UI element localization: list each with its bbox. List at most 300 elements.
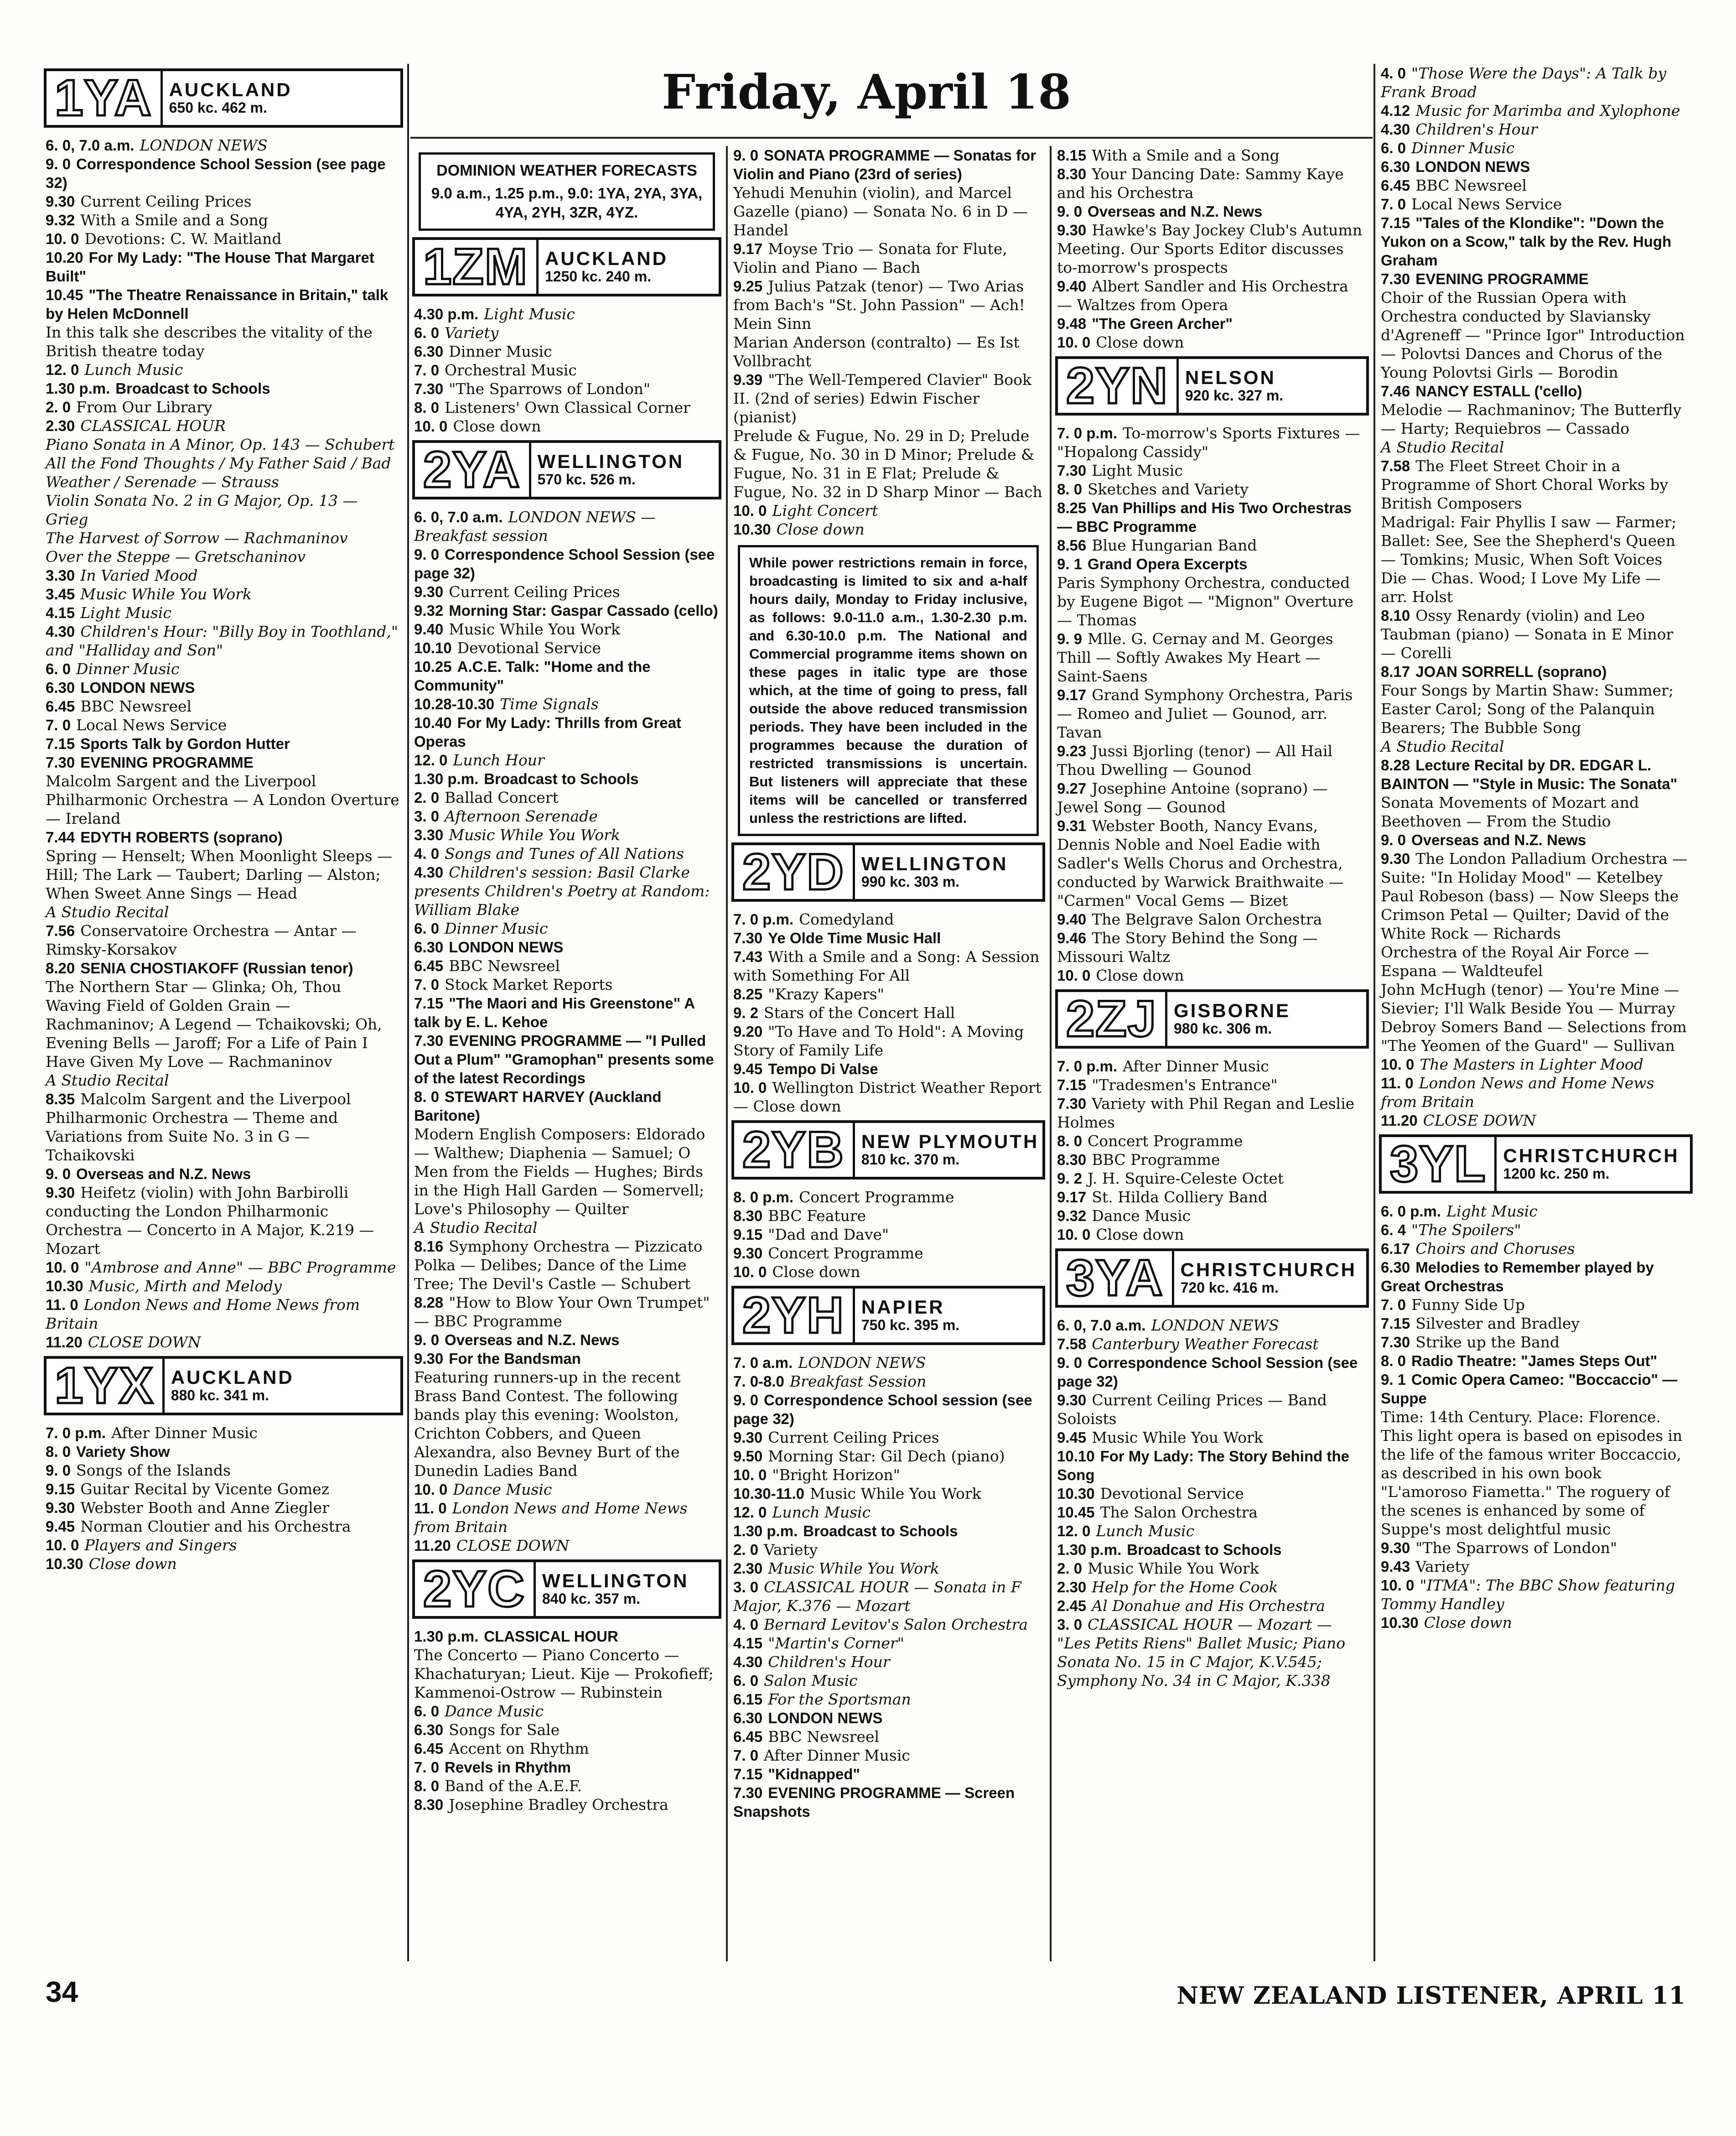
programme-entry <box>733 1225 1043 1244</box>
programme-entry <box>733 1709 1043 1727</box>
entry-time: 3. 0 <box>414 808 440 825</box>
entry-text: LONDON NEWS <box>140 136 268 154</box>
station-city: WELLINGTON <box>542 1570 689 1592</box>
entry-time: 6.30 <box>414 1721 444 1738</box>
entry-time: 6.30 <box>414 939 444 956</box>
entry-time: 9.30 <box>1381 850 1410 867</box>
entry-time: 10. 0 <box>46 1537 79 1554</box>
programme-entry <box>1057 929 1367 966</box>
column-4 <box>1052 146 1372 1985</box>
programme-entry <box>1057 1316 1367 1335</box>
programme-entry <box>46 1258 401 1277</box>
entry-time: 9.39 <box>733 371 763 388</box>
programme-entry <box>733 985 1043 1003</box>
entry-time: 10. 0 <box>1381 1577 1415 1594</box>
entry-time: 7.15 <box>1381 1315 1410 1332</box>
programme-entry <box>46 136 401 155</box>
programme-entry <box>46 977 401 1071</box>
programme-entry <box>1057 1559 1367 1578</box>
entry-text: CLOSE DOWN <box>1423 1112 1536 1129</box>
programme-entry <box>1381 1055 1691 1074</box>
entry-time: 8.20 <box>46 960 75 977</box>
programme-entry <box>1057 1522 1367 1540</box>
entry-time: 7.15 <box>46 735 75 752</box>
programme-entry <box>46 959 401 977</box>
notice-text: While power restrictions remain in force, broadcasting is limited to six and a-half hours daily, Monday to Friday inclusive, as follows: 9.0-11.0 a.m., 1.30-2.30 p.m. and 6.30-10.0 p.m. The National and Commercial programme items shown on these pages in italic type are those which, at the time of going to press, fall outside the above reduced transmission periods. They have been included in the programmes because the duration of restricted transmissions is uncertain. But listeners will appreciate that these items will be cancelled or transferred unless the restrictions are lifted. <box>749 555 1027 826</box>
entry-time: 6. 0, 7.0 a.m. <box>46 137 135 154</box>
programme-entry <box>1057 1578 1367 1596</box>
programme-entry <box>414 379 720 398</box>
entry-text: LONDON NEWS <box>798 1354 926 1372</box>
programme-entry <box>1381 382 1691 400</box>
entry-text: London News and Home News from Britain <box>1381 1074 1654 1111</box>
programme-entry <box>733 1003 1043 1022</box>
programme-entry <box>414 582 720 601</box>
entry-text: Variety <box>764 1541 818 1559</box>
entry-text: Ossy Renardy (violin) and Leo Taubman (piano) — Sonata in E Minor — Corelli <box>1381 607 1674 662</box>
entry-text: Malcolm Sargent and the Liverpool Philharmonic Orchestra — A London Overture — Ireland <box>46 772 399 827</box>
programme-entry <box>46 585 401 603</box>
programme-entry <box>1381 980 1691 1018</box>
entry-time: 10. 0 <box>414 418 448 435</box>
station-city: NELSON <box>1185 367 1276 389</box>
entry-text: For the Sportsman <box>768 1690 911 1708</box>
entry-time: 8.30 <box>1057 1151 1087 1168</box>
entry-text: Correspondence School Session (see page 32) <box>414 546 715 582</box>
entry-text: Salon Music <box>764 1672 858 1689</box>
entry-text: The Belgrave Salon Orchestra <box>1092 910 1322 928</box>
programme-entry <box>733 1765 1043 1783</box>
entry-time: 10.10 <box>414 639 452 656</box>
entry-time: 9.45 <box>1057 1429 1087 1446</box>
entry-text: Norman Cloutier and his Orchestra <box>80 1518 351 1535</box>
entry-text: A Studio Recital <box>46 1071 169 1089</box>
entry-time: 7.30 <box>414 1032 444 1049</box>
entry-text: Music While You Work <box>1092 1429 1263 1446</box>
entry-text: Variety <box>445 324 499 342</box>
entry-time: 4.30 p.m. <box>414 306 479 322</box>
programme-entry <box>1381 887 1691 943</box>
programme-entry <box>46 547 401 566</box>
entry-time: 9.46 <box>1057 930 1087 946</box>
entry-text: "The Maori and His Greenstone" A talk by E. L. Kehoe <box>414 995 694 1030</box>
programme-entry <box>414 844 720 863</box>
programme-entry <box>1381 1333 1691 1351</box>
programme-entry <box>1057 1447 1367 1484</box>
entry-text: Close down <box>772 1263 860 1281</box>
programme-entry <box>1381 513 1691 606</box>
station-callsign: 2YN <box>1066 357 1168 414</box>
programme-entry <box>414 1237 720 1293</box>
programme-entry <box>1057 165 1367 202</box>
programme-entry <box>414 1349 720 1368</box>
entry-text: After Dinner Music <box>764 1746 910 1764</box>
entry-text: Bernard Levitov's Salon Orchestra <box>764 1616 1028 1633</box>
entry-time: 6.30 <box>1381 158 1410 175</box>
programme-entry <box>414 713 720 751</box>
programme-entry <box>46 323 401 360</box>
station-info <box>1176 359 1366 413</box>
entry-time: 9. 2 <box>733 1004 759 1021</box>
entry-text: Dinner Music <box>449 343 552 360</box>
station-logo <box>1379 1134 1693 1194</box>
station-logo <box>412 440 721 499</box>
entry-text: Julius Patzak (tenor) — Two Arias from Bach's "St. John Passion" — Ach! Mein Sinn <box>733 277 1025 333</box>
station-info <box>161 71 400 125</box>
entry-text: "How to Blow Your Own Trumpet" — BBC Programme <box>414 1294 710 1330</box>
entry-text: BBC Newsreel <box>768 1728 880 1746</box>
entry-text: Light Music <box>1446 1202 1538 1220</box>
programme-entry <box>46 753 401 772</box>
entry-text: Radio Theatre: "James Steps Out" <box>1411 1352 1658 1369</box>
programme-entry <box>414 323 720 342</box>
entry-text: Close down <box>776 520 865 538</box>
programme-entry <box>1057 1169 1367 1188</box>
entry-text: "Krazy Kapers" <box>768 985 884 1003</box>
programme-entry <box>1381 681 1691 737</box>
station-logo <box>731 842 1045 902</box>
entry-time: 7. 0-8.0 <box>733 1373 784 1390</box>
programme-entry <box>46 1517 401 1536</box>
entry-text: Overseas and N.Z. News <box>1411 832 1586 848</box>
entry-time: 9.31 <box>1057 817 1087 834</box>
entry-time: 9. 0 <box>414 546 440 563</box>
entry-time: 12. 0 <box>1057 1523 1091 1539</box>
programme-entry <box>733 277 1043 333</box>
entry-time: 7.43 <box>733 948 763 965</box>
entry-time: 7.15 <box>414 995 444 1012</box>
entry-text: Music While You Work <box>449 620 620 638</box>
entry-text: In this talk she describes the vitality of the British theatre today <box>46 323 373 360</box>
entry-text: Current Ceiling Prices — Band Soloists <box>1057 1391 1327 1428</box>
programme-entry <box>414 1368 720 1480</box>
entry-text: Light Music <box>80 604 171 622</box>
entry-time: 8. 0 <box>414 1088 440 1105</box>
entry-time: 10. 0 <box>414 1481 448 1498</box>
station-info <box>853 1289 1042 1342</box>
entry-text: "Martin's Corner" <box>768 1634 904 1652</box>
entry-text: Josephine Bradley Orchestra <box>449 1796 668 1814</box>
programme-entry <box>46 734 401 753</box>
programme-entry <box>46 416 401 435</box>
entry-time: 9. 0 <box>1057 203 1083 220</box>
entry-time: 6.17 <box>1381 1240 1410 1257</box>
programme-entry <box>733 1206 1043 1225</box>
entry-time: 8.30 <box>414 1796 444 1813</box>
entry-text: For My Lady: "The House That Margaret Built" <box>46 249 374 285</box>
entry-text: "The Theatre Renaissance in Britain," talk by Helen McDonnell <box>46 286 389 322</box>
programme-entry <box>1057 461 1367 480</box>
entry-text: Correspondence School Session (see page 32) <box>1057 1354 1358 1390</box>
station-frequency: 1200 kc. 250 m. <box>1503 1165 1610 1182</box>
station-city: NAPIER <box>861 1296 945 1318</box>
programme-entry <box>46 1554 401 1573</box>
entry-text: Concert Programme <box>799 1188 954 1206</box>
entry-text: "Kidnapped" <box>768 1766 860 1783</box>
entry-time: 9.30 <box>46 1184 75 1201</box>
programme-entry <box>1381 662 1691 681</box>
weather-forecast-box <box>419 152 715 231</box>
entry-time: 6.45 <box>414 957 444 974</box>
programme-entry <box>414 601 720 620</box>
page-title: Friday, April 18 <box>662 64 1071 120</box>
programme-entry <box>1381 176 1691 195</box>
entry-text: Close down <box>1096 333 1184 351</box>
entry-time: 6. 0 <box>733 1672 759 1689</box>
programme-entry <box>1057 1391 1367 1428</box>
entry-time: 10. 0 <box>733 1263 767 1280</box>
entry-text: Concert Programme <box>768 1244 923 1262</box>
entry-time: 7.15 <box>1057 1076 1087 1093</box>
entry-time: 11. 0 <box>414 1500 447 1517</box>
entry-text: Choir of the Russian Opera with Orchestra conducted by Slaviansky d'Agreneff — "Prince Igor" Introduction — Polovtsi Dances and Chorus of the Young Polovtsi Girls — Borodin <box>1381 289 1685 381</box>
entry-text: The Harvest of Sorrow — Rachmaninov <box>46 529 348 547</box>
programme-entry <box>46 1183 401 1258</box>
entry-time: 9.43 <box>1381 1558 1410 1575</box>
entry-time: 7.46 <box>1381 383 1410 400</box>
programme-entry <box>46 1333 401 1351</box>
entry-text: Music for Marimba and Xylophone <box>1415 102 1680 120</box>
entry-time: 1.30 p.m. <box>46 380 110 397</box>
station-callsign: 3YL <box>1390 1135 1487 1192</box>
station-info <box>853 845 1042 899</box>
entry-time: 7. 0 p.m. <box>1057 425 1118 442</box>
station-city: CHRISTCHURCH <box>1180 1259 1357 1281</box>
programme-entry <box>1057 1540 1367 1559</box>
entry-text: Time: 14th Century. Place: Florence. This light opera is based on episodes in the life of the famous writer Boccaccio, as described in his own book "L'amoroso Fiametta." The roguery of the scenes is enhanced by some of Suppe's most delightful music <box>1381 1408 1683 1538</box>
entry-time: 9. 0 <box>46 1462 71 1479</box>
column-2 <box>409 146 724 1985</box>
programme-entry <box>733 1466 1043 1484</box>
station-callsign: 2YH <box>742 1287 845 1344</box>
entry-time: 6. 0 <box>414 1703 440 1720</box>
programme-entry <box>1381 1613 1691 1632</box>
entry-text: CLOSE DOWN <box>88 1333 201 1351</box>
entry-time: 7.58 <box>1381 457 1410 474</box>
programme-entry <box>1057 555 1367 573</box>
entry-text: Yehudi Menuhin (violin), and Marcel Gazelle (piano) — Sonata No. 6 in D — Handel <box>733 184 1028 239</box>
entry-text: Sonata Movements of Mozart and Beethoven — From the Studio <box>1381 794 1639 830</box>
station-frequency: 1250 kc. 240 m. <box>545 268 652 285</box>
power-restrictions-notice <box>738 545 1039 836</box>
programme-entry <box>1381 64 1691 101</box>
entry-text: Symphony Orchestra — Pizzicato Polka — Delibes; Dance of the Lime Tree; The Devil's Castle — Schubert <box>414 1237 703 1293</box>
entry-time: 10. 0 <box>1057 1226 1091 1243</box>
entry-text: Music While You Work <box>809 1485 981 1502</box>
programme-entry <box>733 1671 1043 1690</box>
entry-time: 10.30 <box>46 1278 83 1294</box>
entry-text: A Studio Recital <box>414 1219 538 1237</box>
programme-entry <box>414 620 720 639</box>
station-info <box>529 443 719 497</box>
entry-time: 8.28 <box>414 1294 444 1311</box>
programme-entry <box>1057 1150 1367 1169</box>
entry-text: Morning Star: Gaspar Cassado (cello) <box>449 602 718 619</box>
entry-text: Over the Steppe — Gretschaninov <box>46 548 306 566</box>
programme-entry <box>414 788 720 807</box>
entry-time: 10.30-11.0 <box>733 1485 804 1502</box>
masthead-rule <box>410 137 1373 139</box>
station-frequency: 650 kc. 462 m. <box>169 99 267 116</box>
programme-entry <box>1381 1314 1691 1333</box>
entry-time: 9.15 <box>733 1226 763 1243</box>
entry-time: 2. 0 <box>414 789 440 806</box>
station-callsign: 1YA <box>55 69 152 126</box>
station-info <box>1172 1251 1366 1305</box>
entry-time: 9.48 <box>1057 315 1087 332</box>
programme-entry <box>46 828 401 847</box>
programme-entry <box>1381 101 1691 120</box>
entry-time: 4.30 <box>414 864 444 881</box>
station-frequency: 980 kc. 306 m. <box>1174 1020 1272 1037</box>
entry-text: BBC Newsreel <box>1415 177 1527 194</box>
programme-entry <box>46 1461 401 1480</box>
programme-entry <box>733 1447 1043 1466</box>
programme-entry <box>1057 1225 1367 1244</box>
entry-time: 6.45 <box>733 1728 763 1745</box>
entry-text: JOAN SORRELL (soprano) <box>1415 663 1607 680</box>
station-callsign: 2YB <box>742 1121 845 1178</box>
station-callsign: 1YX <box>55 1357 154 1414</box>
entry-time: 12. 0 <box>414 752 448 769</box>
entry-text: Music While You Work <box>80 585 252 603</box>
entry-time: 6. 0, 7.0 a.m. <box>414 509 503 525</box>
entry-time: 1.30 p.m. <box>414 1628 479 1645</box>
entry-time: 7.30 <box>1381 1334 1410 1351</box>
entry-text: Sketches and Variety <box>1088 480 1249 498</box>
programme-entry <box>46 1424 401 1442</box>
entry-time: 7. 0 <box>46 717 71 733</box>
programme-entry <box>733 520 1043 539</box>
programme-entry <box>414 807 720 826</box>
entry-text: Blue Hungarian Band <box>1092 536 1257 554</box>
entry-text: Melodie — Rachmaninov; The Butterfly — Harty; Requiebros — Cassado <box>1381 401 1682 437</box>
programme-entry <box>733 1559 1043 1578</box>
programme-entry <box>733 426 1043 501</box>
programme-entry <box>46 1090 401 1164</box>
programme-entry <box>1381 1111 1691 1130</box>
station-city: WELLINGTON <box>861 853 1008 875</box>
entry-time: 9.30 <box>414 583 444 600</box>
programme-entry <box>1381 139 1691 157</box>
programme-entry <box>46 772 401 828</box>
programme-entry <box>46 697 401 716</box>
programme-entry <box>1381 1557 1691 1576</box>
entry-text: Stars of the Concert Hall <box>764 1004 955 1022</box>
entry-text: Close down <box>1424 1614 1512 1632</box>
programme-entry <box>414 305 720 323</box>
entry-time: 4.30 <box>46 623 75 640</box>
programme-entry <box>46 192 401 211</box>
entry-text: Wellington District Weather Report — Close down <box>733 1079 1042 1115</box>
entry-time: 7. 0 <box>414 1759 440 1776</box>
station-city: CHRISTCHURCH <box>1503 1145 1679 1167</box>
entry-time: 9.17 <box>1057 1189 1087 1206</box>
entry-time: 10. 0 <box>733 1079 767 1096</box>
entry-text: Jussi Bjorling (tenor) — All Hail Thou Dwelling — Gounod <box>1057 742 1333 779</box>
entry-text: Canterbury Weather Forecast <box>1092 1335 1319 1353</box>
entry-text: A Studio Recital <box>1381 738 1504 755</box>
programme-entry <box>1057 1596 1367 1615</box>
entry-time: 6.30 <box>46 679 75 696</box>
entry-time: 12. 0 <box>46 361 79 378</box>
programme-entry <box>414 1702 720 1720</box>
entry-time: 6.30 <box>733 1710 763 1726</box>
entry-text: Strike up the Band <box>1415 1333 1560 1351</box>
programme-entry <box>414 1739 720 1758</box>
entry-time: 9.40 <box>1057 278 1087 295</box>
programme-entry <box>414 1646 720 1702</box>
entry-text: LONDON NEWS <box>1415 158 1530 175</box>
programme-entry <box>414 919 720 938</box>
station-frequency: 720 kc. 416 m. <box>1180 1279 1279 1296</box>
entry-time: 3.45 <box>46 586 75 603</box>
programme-entry <box>1057 1132 1367 1150</box>
programme-entry <box>46 903 401 921</box>
entry-time: 9.45 <box>46 1518 75 1535</box>
programme-entry <box>733 1746 1043 1765</box>
entry-time: 8.35 <box>46 1091 75 1107</box>
entry-text: For My Lady: Thrills from Great Operas <box>414 714 682 750</box>
programme-entry <box>1381 270 1691 288</box>
programme-entry <box>733 501 1043 520</box>
station-info <box>536 240 719 294</box>
entry-time: 9.45 <box>733 1060 763 1077</box>
entry-time: 4.15 <box>46 604 75 621</box>
entry-time: 7. 0 <box>414 362 440 379</box>
programme-entry <box>414 417 720 436</box>
station-callsign: 2ZJ <box>1066 990 1157 1047</box>
entry-text: Silvester and Bradley <box>1415 1315 1580 1332</box>
entry-time: 4. 0 <box>1381 65 1406 82</box>
entry-text: St. Hilda Colliery Band <box>1092 1188 1268 1206</box>
entry-text: Music While You Work <box>1088 1559 1259 1577</box>
entry-text: Broadcast to Schools <box>115 380 270 397</box>
entry-time: 10.10 <box>1057 1448 1095 1465</box>
column-5 <box>1376 64 1695 1985</box>
entry-time: 6. 0, 7.0 a.m. <box>1057 1317 1146 1334</box>
entry-text: Dance Music <box>1092 1207 1191 1225</box>
station-logo <box>1055 989 1369 1049</box>
entry-text: Debroy Somers Band — Selections from "The Yeomen of the Guard" — Sullivan <box>1381 1018 1687 1055</box>
entry-text: The Salon Orchestra <box>1100 1503 1258 1521</box>
entry-text: Paul Robeson (bass) — Now Sleeps the Crimson Petal — Quilter; David of the White Rock — Richards <box>1381 887 1679 942</box>
programme-entry <box>46 1295 401 1333</box>
entry-time: 10.28-10.30 <box>414 696 495 712</box>
entry-text: John McHugh (tenor) — You're Mine — Sievier; I'll Walk Beside You — Murray <box>1381 981 1679 1017</box>
entry-time: 10.45 <box>46 286 83 303</box>
footer-text: NEW ZEALAND LISTENER, APRIL 11 <box>1176 1982 1686 2010</box>
entry-time: 10.45 <box>1057 1504 1095 1521</box>
entry-text: Variety with Phil Regan and Leslie Holmes <box>1057 1095 1355 1131</box>
programme-entry <box>733 1783 1043 1821</box>
entry-text: The Masters in Lighter Mood <box>1420 1055 1643 1073</box>
entry-text: Four Songs by Martin Shaw: Summer; Easter Carol; Song of the Palanquin Bearers; The Bubble Song <box>1381 681 1674 737</box>
entry-text: Songs and Tunes of All Nations <box>445 845 684 863</box>
entry-time: 4. 0 <box>733 1616 759 1633</box>
programme-entry <box>1381 288 1691 382</box>
entry-time: 6. 0 p.m. <box>1381 1203 1441 1220</box>
entry-time: 9. 1 <box>1381 1371 1406 1388</box>
entry-text: Grand Opera Excerpts <box>1088 556 1248 572</box>
entry-time: 7. 0 <box>733 1747 759 1764</box>
entry-text: Melodies to Remember played by Great Orchestras <box>1381 1259 1654 1294</box>
entry-text: A Studio Recital <box>1381 438 1504 456</box>
programme-entry <box>1381 793 1691 831</box>
programme-entry <box>1381 1258 1691 1295</box>
entry-time: 8.56 <box>1057 537 1087 554</box>
programme-entry <box>733 146 1043 183</box>
